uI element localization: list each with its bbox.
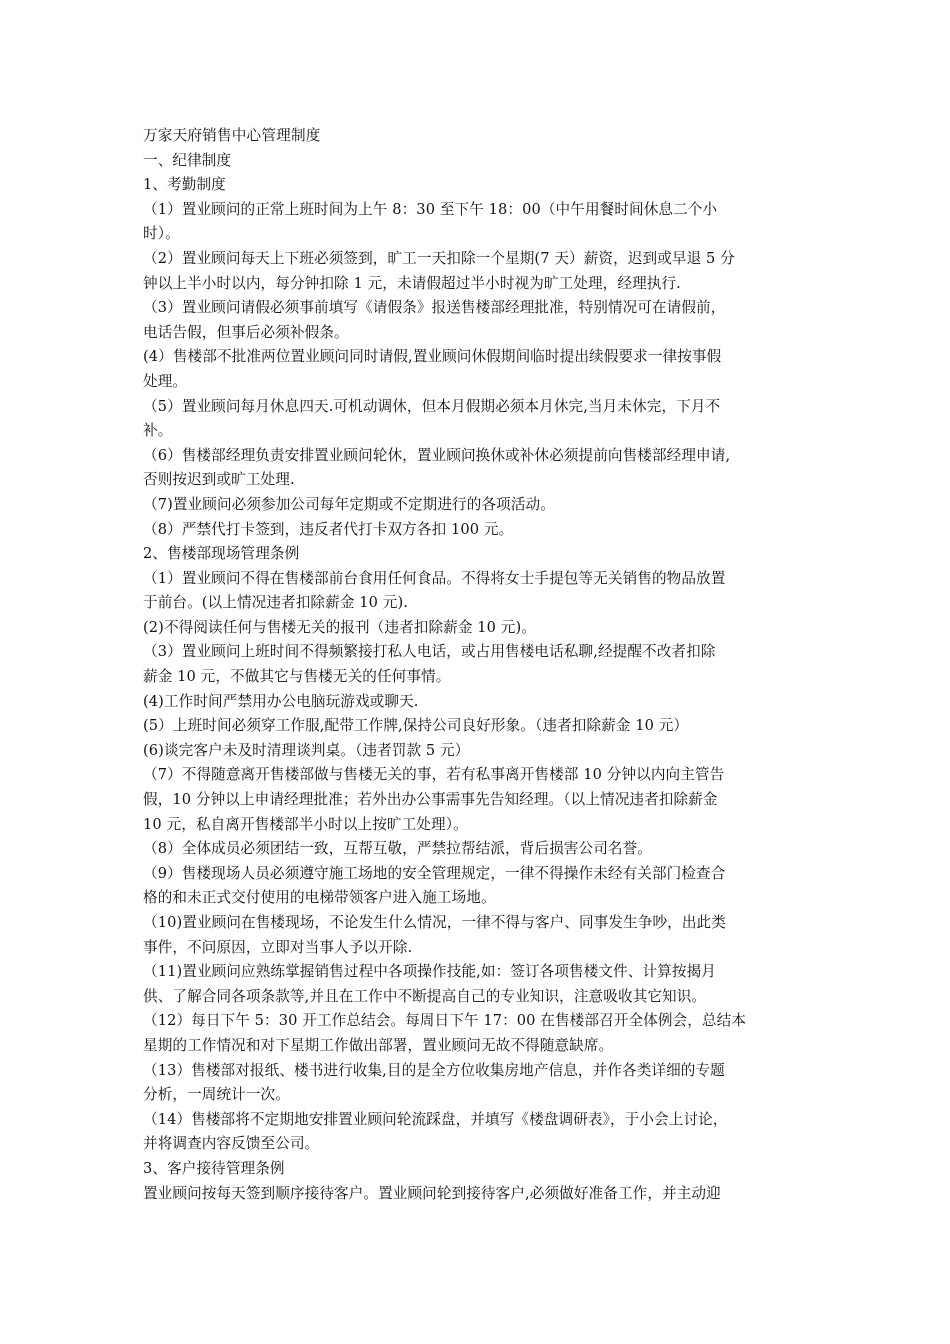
text-line: 钟以上半小时以内，每分钟扣除 1 元，未请假超过半小时视为旷工处理，经理执行. [143,274,681,292]
text-line: （12）每日下午 5：30 开工作总结会。每周日下午 17：00 在售楼部召开全体例会，总结本 [143,1012,747,1030]
document-body [143,124,813,1206]
document-title: 万家天府销售中心管理制度 [143,127,321,144]
text-line: (6)谈完客户未及时清理谈判桌。（违者罚款 5 元） [143,741,470,759]
text-line: (4）售楼部不批准两位置业顾问同时请假,置业顾问休假期间临时提出续假要求一律按事假 [143,348,722,366]
text-line: 10 元，私自离开售楼部半小时以上按旷工处理）。 [143,815,468,833]
text-line: （2）置业顾问每天上下班必须签到，旷工一天扣除一个星期(7 天）薪资，迟到或早退 5 分 [143,249,735,267]
text-line: 补。 [143,422,173,440]
text-line: （7）不得随意离开售楼部做与售楼无关的事，若有私事离开售楼部 10 分钟以内向主管告 [143,766,725,784]
subsection-heading: 1、考勤制度 [143,176,226,194]
text-line: （11)置业顾问应熟练掌握销售过程中各项操作技能,如：签订各项售楼文件、计算按揭月 [143,963,716,981]
text-line: （1）置业顾问不得在售楼部前台食用任何食品。不得将女士手提包等无关销售的物品放置 [143,569,726,587]
text-line: 薪金 10 元，不做其它与售楼无关的任何事情。 [143,668,451,686]
text-line: 星期的工作情况和对下星期工作做出部署，置业顾问无故不得随意缺席。 [143,1036,614,1054]
text-line: 事件，不问原因，立即对当事人予以开除. [143,938,413,956]
text-line: 分析，一周统计一次。 [143,1086,290,1104]
text-line: （1）置业顾问的正常上班时间为上午 8：30 至下午 18：00（中午用餐时间休息二个小 [143,200,718,218]
text-line: （8）严禁代打卡签到，违反者代打卡双方各扣 100 元。 [143,520,514,538]
text-line: 处理。 [143,372,188,390]
text-line: （3）置业顾问请假必须事前填写《请假条》报送售楼部经理批准，特别情况可在请假前， [143,299,726,317]
text-line: 置业顾问按每天签到顺序接待客户。置业顾问轮到接待客户,必须做好准备工作，并主动迎 [143,1184,721,1202]
text-line: 假，10 分钟以上申请经理批准；若外出办公事需事先告知经理。（以上情况违者扣除薪金 [143,791,718,809]
text-line: 电话告假，但事后必须补假条。 [143,323,349,341]
text-line: （5）置业顾问每月休息四天.可机动调休，但本月假期必须本月休完,当月未休完，下月不 [143,397,721,415]
section-heading: 一、纪律制度 [143,151,232,169]
text-line: （7)置业顾问必须参加公司每年定期或不定期进行的各项活动。 [143,495,555,513]
text-line: (4)工作时间严禁用办公电脑玩游戏或聊天. [143,692,419,710]
text-line: （9）售楼现场人员必须遵守施工场地的安全管理规定，一律不得操作未经有关部门检查合 [143,864,726,882]
text-line: （3）置业顾问上班时间不得频繁接打私人电话，或占用售楼电话私聊,经提醒不改者扣除 [143,643,716,661]
text-line: (2)不得阅读任何与售楼无关的报刊（违者扣除薪金 10 元)。 [143,618,536,636]
text-line: 供、了解合同各项条款等,并且在工作中不断提高自己的专业知识，注意吸收其它知识。 [143,987,707,1005]
text-line: 否则按迟到或旷工处理. [143,471,295,489]
text-line: （14）售楼部将不定期地安排置业顾问轮流踩盘，并填写《楼盘调研表》，于小会上讨论， [143,1110,728,1128]
text-line: 于前台。(以上情况违者扣除薪金 10 元). [143,594,408,612]
subsection-heading: 2、售楼部现场管理条例 [143,545,300,563]
text-line: （13）售楼部对报纸、楼书进行收集,目的是全方位收集房地产信息，并作各类详细的专题 [143,1061,725,1079]
text-line: 时）。 [143,225,180,243]
text-line: （10)置业顾问在售楼现场，不论发生什么情况，一律不得与客户、同事发生争吵，出此类 [143,914,726,931]
text-line: 并将调查内容反馈至公司。 [143,1135,320,1153]
text-line: （6）售楼部经理负责安排置业顾问轮休，置业顾问换休或补休必须提前向售楼部经理申请, [143,446,731,464]
text-line: 格的和未正式交付使用的电梯带领客户进入施工场地。 [143,889,496,907]
subsection-heading: 3、客户接待管理条例 [143,1159,285,1177]
text-line: （8）全体成员必须团结一致，互帮互敬，严禁拉帮结派，背后损害公司名誉。 [143,840,652,858]
text-line: (5）上班时间必须穿工作服,配带工作牌,保持公司良好形象。（违者扣除薪金 10 元） [143,717,689,735]
